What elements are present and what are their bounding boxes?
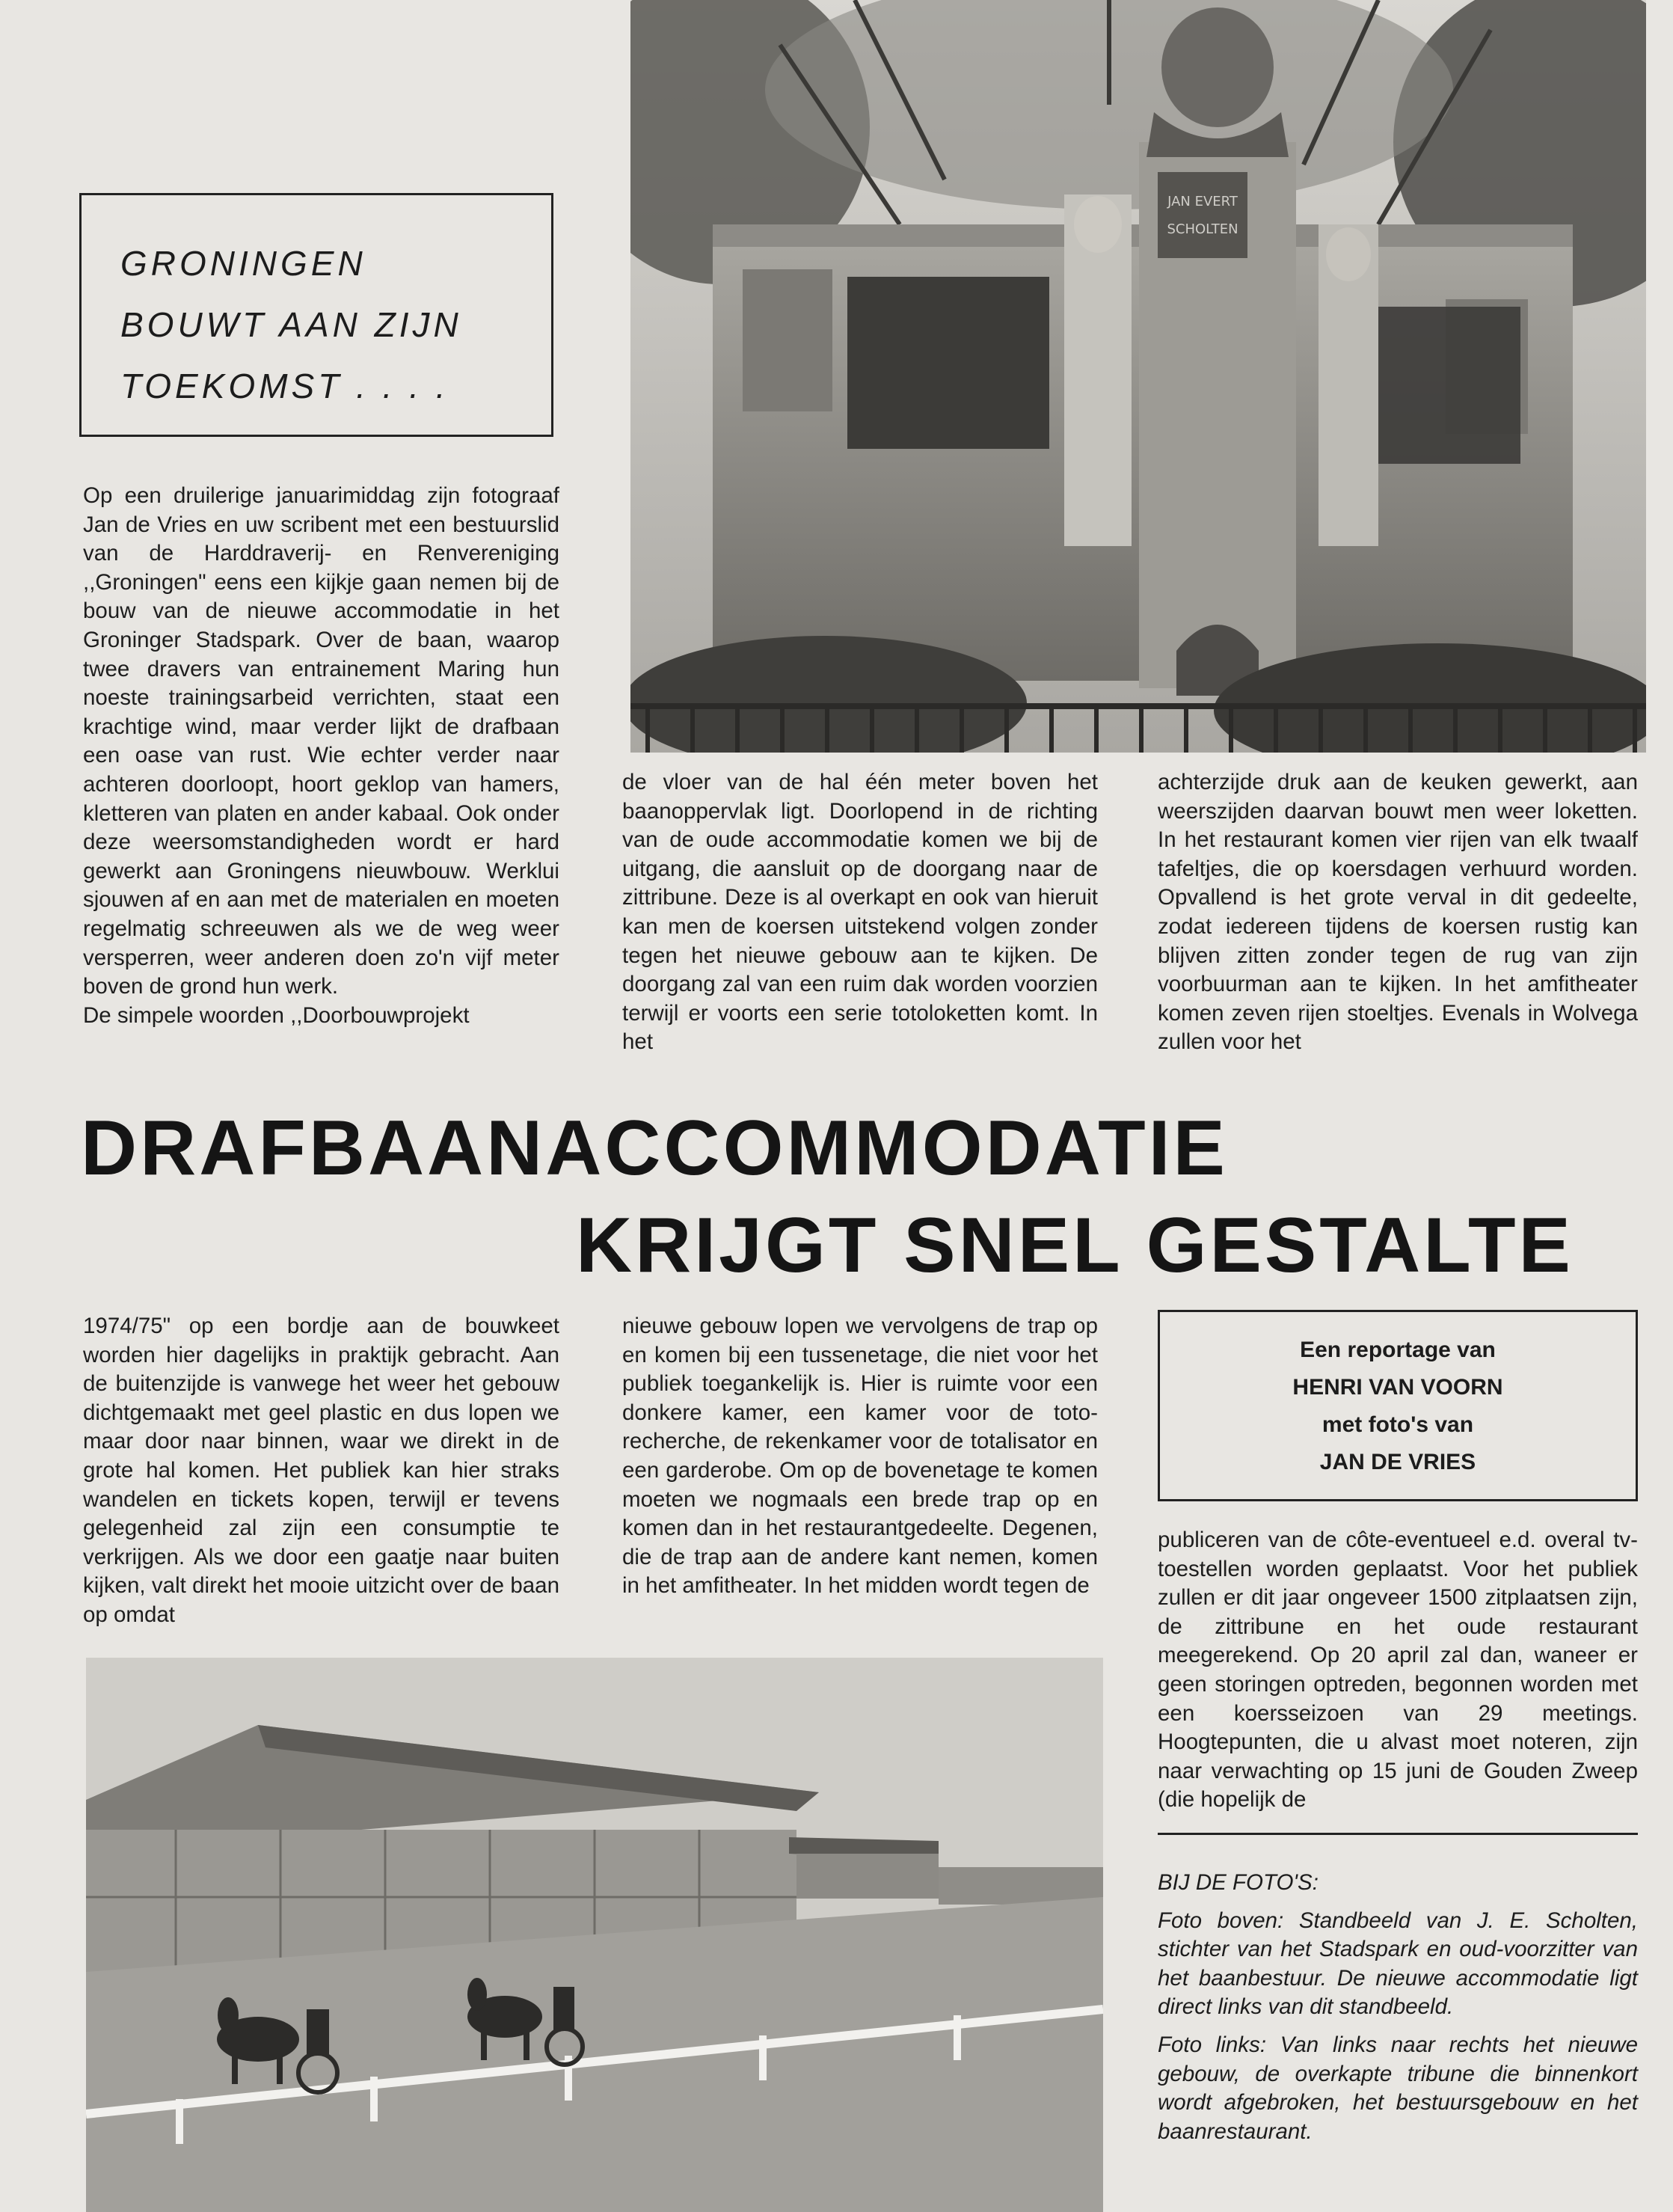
- trotting-track-image: [86, 1658, 1103, 2212]
- credit-line-3: met foto's van: [1321, 1412, 1474, 1437]
- body-paragraph: Op een druilerige januarimiddag zijn fotograaf Jan de Vries en uw scribent met een bestuurslid van de Harddraverij- en Renvereniging ,,Groningen" eens een kijkje gaan nemen bij de bouw van de nieuwe accommodatie in het Groninger Stadspark. Over de baan, waarop twee dravers van entrainement Maring hun noeste trainingsarbeid verrichten, staat een krachtige wind, maar verder lijkt de drafbaan een oase van rust. Wie echter verder naar achteren doorloopt, hoort geklop van hamers, kletteren van platen en ander kabaal. Ook onder deze weersomstandigheden wordt er hard gewerkt aan Groningens nieuwbouw. Werklui sjouwen af en aan met de materialen en moeten regelmatig schreeuwen als we de weg weer versperren, weer anderen doen zo'n vijf meter boven de grond hun werk.: [83, 483, 559, 999]
- kicker-line-2: BOUWT AAN ZIJN: [120, 305, 462, 344]
- caption-top-photo: Foto boven: Standbeeld van J. E. Scholten, stichter van het Stadspark en oud-voorzitter van het baanbestuur. De nieuwe accommodatie ligt direct links van dit standbeeld.: [1158, 1908, 1638, 2020]
- headline-line-1: DRAFBAANACCOMMODATIE: [81, 1105, 1228, 1192]
- body-paragraph: 1974/75" op een bordje aan de bouwkeet worden hier dagelijks in praktijk gebracht. Aan de buitenzijde is vanwege het weer het gebouw dichtgemaakt met geel plastic en dus lopen we maar door naar binnen, waar we direkt in de grote hal komen. Het publiek kan hier straks wandelen en tickets kopen, terwijl er tevens gelegenheid zal zijn een consumptie te verkrijgen. Als we door een gaatje naar buiten kijken, valt direkt het mooie uitzicht over de baan op omdat: [83, 1314, 559, 1627]
- caption-heading: BIJ DE FOTO'S:: [1158, 1870, 1319, 1895]
- credit-author: HENRI VAN VOORN: [1292, 1375, 1503, 1400]
- statue-monument-image: [630, 0, 1646, 753]
- kicker-line-3: TOEKOMST . . . .: [120, 367, 449, 405]
- credit-line-1: Een reportage van: [1300, 1338, 1496, 1362]
- photo-captions: [1158, 1869, 1638, 2146]
- body-paragraph: de vloer van de hal één meter boven het baanoppervlak ligt. Doorlopend in de richting van de oude accommodatie komen we bij de uitgang, die aansluit op de doorgang naar de zittribune. Deze is al overkapt en ook van hieruit kan men de koersen uitstekend volgen zonder tegen het nieuwe gebouw aan te kijken. De doorgang zal van een ruim dak worden voorzien terwijl er voorts een serie totoloketten komt. In het: [622, 770, 1098, 1055]
- body-paragraph: De simpele woorden ,,Doorbouwprojekt: [83, 1002, 470, 1028]
- plaque-line-1: JAN EVERT: [1167, 194, 1238, 209]
- body-col-1-top: [83, 482, 559, 1030]
- caption-rule: [1158, 1833, 1638, 1835]
- credit-box: [1158, 1310, 1638, 1501]
- body-col-1-bottom: [83, 1312, 559, 1630]
- caption-left-photo: Foto links: Van links naar rechts het nieuwe gebouw, de overkapte tribune die binnenkort wordt afgebroken, het bestuursgebouw en het baanrestaurant.: [1158, 2032, 1638, 2144]
- body-col-2-bottom: [622, 1312, 1098, 1601]
- photo-trotting-track: [86, 1658, 1103, 2212]
- body-col-3-top: [1158, 768, 1638, 1057]
- body-col-2-top: [622, 768, 1098, 1057]
- plaque-line-2: SCHOLTEN: [1167, 221, 1238, 237]
- headline-line-2: KRIJGT SNEL GESTALTE: [576, 1202, 1574, 1289]
- kicker-box: [79, 193, 553, 437]
- body-paragraph: achterzijde druk aan de keuken gewerkt, aan weerszijden daarvan bouwt men weer loketten. In het restaurant komen vier rijen van elk twaalf tafeltjes, die op koersdagen verhuurd worden. Opvallend is het grote verval in dit gedeelte, zodat iedereen tijdens de koersen rustig kan blijven zitten zonder tegen de rug van zijn voorbuurman aan te kijken. In het amfitheater komen zeven rijen stoeltjes. Evenals in Wolvega zullen voor het: [1158, 770, 1638, 1055]
- body-paragraph: publiceren van de côte-eventueel e.d. overal tv-toestellen worden geplaatst. Voor het publiek zullen er dit jaar ongeveer 1500 zitplaatsen zijn, de zittribune en het oude restaurant meegerekend. Op 20 april zal dan, waneer er geen storingen optreden, begonnen worden met een koersseizoen van 29 meetings. Hoogtepunten, die u alvast moet noteren, zijn naar verwachting op 15 juni de Gouden Zweep (die hopelijk de: [1158, 1528, 1638, 1813]
- credit-photographer: JAN DE VRIES: [1319, 1450, 1476, 1474]
- body-paragraph: nieuwe gebouw lopen we vervolgens de trap op en komen bij een tussenetage, die niet voor het publiek toegankelijk is. Hier is ruimte voor een donkere kamer, een kamer voor de toto-recherche, de rekenkamer voor de totalisator en een garderobe. Om op de bovenetage te komen moeten we nogmaals een brede trap op en komen dan in het restaurantgedeelte. Degenen, die de trap aan de andere kant nemen, komen in het amfitheater. In het midden wordt tegen de: [622, 1314, 1098, 1599]
- kicker-line-1: GRONINGEN: [120, 244, 366, 283]
- photo-statue-monument: [630, 0, 1646, 753]
- body-col-3-bottom: [1158, 1526, 1638, 1815]
